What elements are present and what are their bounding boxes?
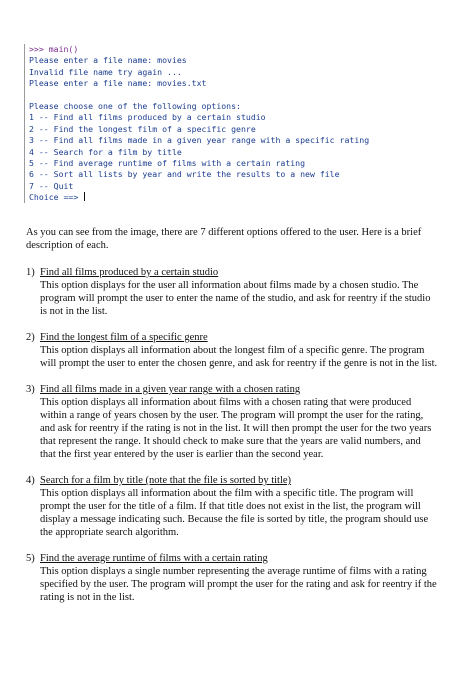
option-item [26,266,438,318]
console-line: 3 -- Find all films made in a given year range with a specific rating [29,135,370,146]
console-line: Invalid file name try again ... [29,66,182,77]
option-number: 5) [26,553,35,564]
console-blank-line [29,90,441,101]
console-line: Please enter a file name: movies [29,55,187,66]
console-line: 4 -- Search for a film by title [29,146,182,157]
console-line: Please enter a file name: movies.txt [29,78,207,89]
option-number: 4) [26,475,35,486]
option-title: Find the average runtime of films with a certain rating [40,553,268,564]
option-number: 1) [26,267,35,278]
console-output [24,44,441,203]
option-description: This option displays all information about films with a chosen rating that were produced within a range of years chosen by the user. The program will prompt the user for the rating, and ask for reentry if the rating is not in the list. It will then prompt the user for the two years that represent the range. It should check to make sure that the years are valid numbers, and that the first year entered by the user is earlier than the second year. [40,397,432,460]
option-number: 2) [26,332,35,343]
console-choice-prompt: Choice ==> [29,192,84,203]
option-title: Search for a film by title (note that the file is sorted by title) [40,475,292,486]
console-line: >>> main() [29,44,79,54]
console-choice-line[interactable] [29,192,441,203]
option-item [26,383,438,461]
option-description: This option displays a single number representing the average runtime of films with a rating specified by the user. The program will prompt the user for the rating and ask for reentry if the rating is not in the list. [40,566,437,603]
option-description: This option displays for the user all information about films made by a chosen studio. The program will prompt the user to enter the name of the studio, and ask for reentry if the studio is not in the list. [40,280,431,317]
option-item [26,331,438,370]
option-item [26,552,438,604]
option-title: Find the longest film of a specific genre [40,332,208,343]
option-item [26,474,438,539]
text-cursor [84,192,85,201]
option-title: Find all films made in a given year range with a chosen rating [40,384,301,395]
assignment-description [26,226,438,617]
intro-paragraph: As you can see from the image, there are 7 different options offered to the user. Here is a brief description of each. [26,227,422,251]
console-line: 6 -- Sort all lists by year and write the results to a new file [29,169,340,180]
console-line: Please choose one of the following options: [29,100,241,111]
option-number: 3) [26,384,35,395]
console-line: 2 -- Find the longest film of a specific genre [29,123,256,134]
console-line: 1 -- Find all films produced by a certain studio [29,112,266,123]
option-title: Find all films produced by a certain studio [40,267,219,278]
console-line: 7 -- Quit [29,180,74,191]
option-description: This option displays all information about the film with a specific title. The program will prompt the user for the title of a film. If that title does not exist in the list, the program will display a message indicating such. Because the file is sorted by title, the program should use the appropriate search algorithm. [40,488,429,538]
console-line: 5 -- Find average runtime of films with a certain rating [29,157,306,168]
option-description: This option displays all information about the longest film of a specific genre. The program will prompt the user to enter the chosen genre, and ask for reentry if the genre is not in the list. [40,345,438,369]
